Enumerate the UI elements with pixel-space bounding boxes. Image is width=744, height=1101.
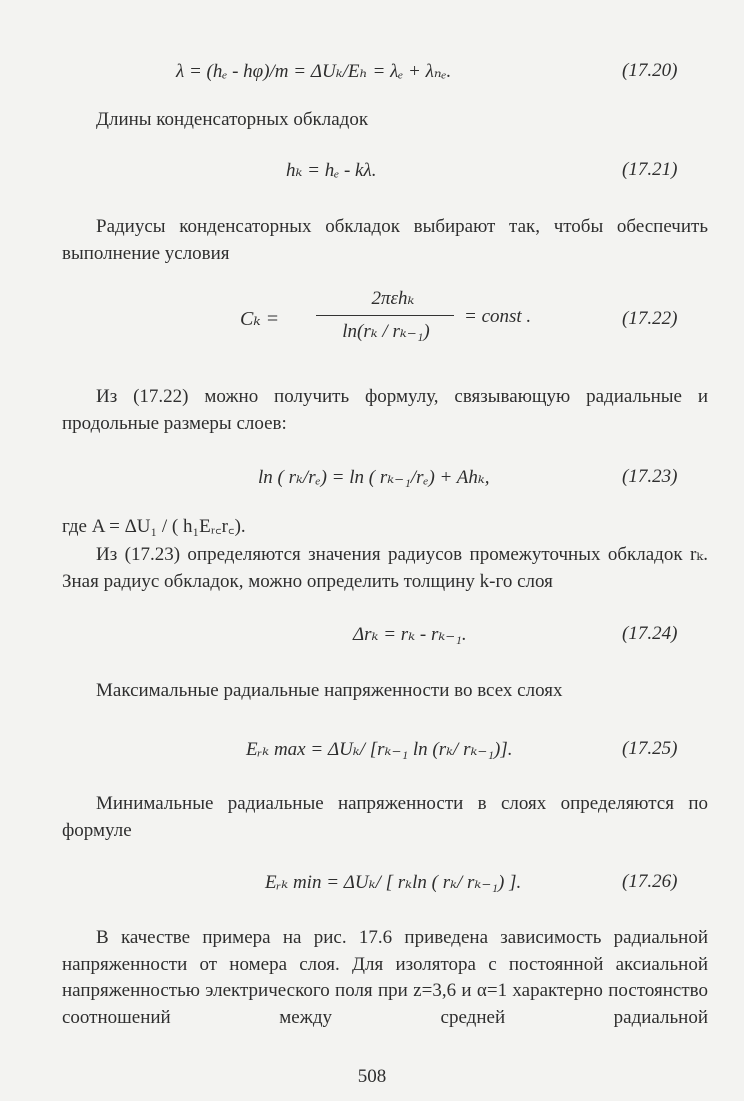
- paragraph-max-strength: Максимальные радиальные напряженности во всех слоях: [96, 680, 563, 701]
- paragraph-plate-radii: Радиусы конденсаторных обкладок выбирают так, чтобы обеспечить выполнение условия: [62, 216, 708, 264]
- equation-17-22: [240, 282, 540, 362]
- fraction-bar: [316, 315, 454, 316]
- equation-number-17-25: (17.25): [622, 738, 678, 759]
- paragraph-example: В качестве примера на рис. 17.6 приведена зависимость радиальной напряженности от номера слоя. Для изолятора с постоянной аксиальной напряженностью электрического поля при z=3,6 и α=1 характерно постоянство соотношений между средней радиальной: [62, 927, 708, 1028]
- paragraph-where-a: где A = ΔU₁ / ( h₁Eᵣ꜀r꜀).: [62, 516, 246, 537]
- equation-number-17-20: (17.20): [622, 60, 678, 81]
- equation-17-22-rhs: = const .: [464, 306, 532, 327]
- paragraph-formula-derivation: Из (17.22) можно получить формулу, связывающую радиальные и продольные размеры слоев:: [62, 386, 708, 434]
- equation-17-23: ln ( rₖ/rₑ) = ln ( rₖ₋₁/rₑ) + Ahₖ,: [258, 467, 490, 488]
- equation-17-22-lhs: Cₖ =: [240, 308, 280, 330]
- equation-number-17-22: (17.22): [622, 308, 678, 329]
- equation-number-17-26: (17.26): [622, 871, 678, 892]
- paragraph-plate-lengths: Длины конденсаторных обкладок: [96, 109, 369, 130]
- page-number: 508: [357, 1066, 387, 1087]
- equation-number-17-21: (17.21): [622, 159, 678, 180]
- equation-number-17-24: (17.24): [622, 623, 678, 644]
- equation-number-17-23: (17.23): [622, 466, 678, 487]
- equation-17-20: λ = (hₑ - hφ)/m = ΔUₖ/Eₕ = λₑ + λₙₑ.: [176, 61, 452, 82]
- equation-17-22-denominator: ln(rₖ / rₖ₋₁): [342, 321, 430, 342]
- equation-17-21: hₖ = hₑ - kλ.: [286, 160, 377, 181]
- paragraph-min-strength: Минимальные радиальные напряженности в слоях определяются по формуле: [62, 793, 708, 841]
- paragraph-intermediate-radii: Из (17.23) определяются значения радиусов промежуточных обкладок rₖ. Зная радиус обкладок, можно определить толщину k-го слоя: [62, 544, 708, 592]
- equation-17-22-numerator: 2πεhₖ: [371, 288, 415, 309]
- equation-17-24: Δrₖ = rₖ - rₖ₋₁.: [353, 624, 467, 645]
- equation-17-26: Eᵣₖ min = ΔUₖ/ [ rₖln ( rₖ/ rₖ₋₁) ].: [265, 872, 522, 893]
- equation-17-25: Eᵣₖ max = ΔUₖ/ [rₖ₋₁ ln (rₖ/ rₖ₋₁)].: [246, 739, 513, 760]
